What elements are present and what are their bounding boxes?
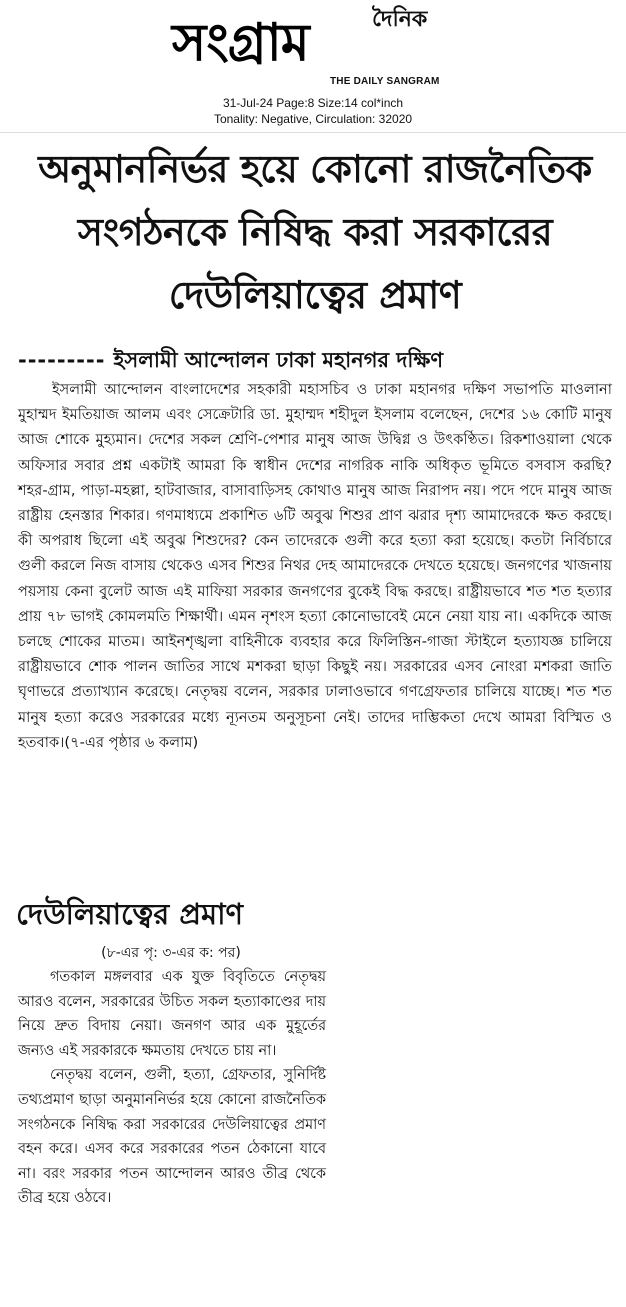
article-headline: অনুমাননির্ভর হয়ে কোনো রাজনৈতিক সংগঠনকে নিষিদ্ধ করা সরকারের দেউলিয়াত্বের প্রমাণ bbox=[38, 147, 592, 317]
continuation-body bbox=[18, 965, 326, 1211]
byline-dashes: --------- bbox=[18, 348, 106, 372]
article-paragraph: ইসলামী আন্দোলন বাংলাদেশের সহকারী মহাসচিব ও ঢাকা মহানগর দক্ষিণ সভাপতি মাওলানা মুহাম্মদ ইমতিয়াজ আলম এবং সেক্রেটারি ডা. মুহাম্মদ শহীদুল ইসলাম বলেছেন, দেশের ১৬ কোটি মানুষ আজ শোকে মুহ্যমান। দেশের সকল শ্রেণি-পেশার মানুষ আজ উদ্বিগ্ন ও উৎকণ্ঠিত। রিকশাওয়ালা থেকে অফিসার সবার প্রশ্ন একটাই আমরা কি স্বাধীন দেশের নাগরিক নাকি অধিকৃত ভূমিতে বসবাস করছি? শহর-গ্রাম, পাড়া-মহল্লা, হাটবাজার, বাসাবাড়িসহ কোথাও মানুষ আজ নিরাপদ নয়। পদে পদে মানুষ আজ রাষ্ট্রীয় হেনস্তার শিকার। গণমাধ্যমে প্রকাশিত ৬টি অবুঝ শিশুর প্রাণ ঝরার দৃশ্য আমাদেরকে ক্ষত করছে। কী অপরাধ ছিলো এই অবুঝ শিশুদের? কেন তাদেরকে গুলী করে হত্যা করা হয়েছে। কতটা নির্বিচারে গুলী করলে নিজ বাসায় থেকেও এসব শিশুর নিথর দেহ আমাদেরকে দেখতে হয়েছে। জনগণের খাজনায় পয়সায় কেনা বুলেট আজ এই মাফিয়া সরকার জনগণের বুকেই বিদ্ধ করছে। রাষ্ট্রীয়ভাবে শত শত হত্যার প্রায় ৭৮ ভাগই কোমলমতি শিক্ষার্থী। এমন নৃশংস হত্যা কোনোভাবেই মেনে নেয়া যায় না। একদিকে আজ চলছে শোকের মাতম। আইনশৃঙ্খলা বাহিনীকে ব্যবহার করে ফিলিস্তিন-গাজা স্টাইলে হত্যাযজ্ঞ চালিয়ে রাষ্ট্রীয়ভাবে শোক পালন জাতির সাথে মশকরা ছাড়া কিছুই নয়। সরকারের এসব নোংরা মশকরা জাতি ঘৃণাভরে প্রত্যাখ্যান করেছে। নেতৃদ্বয় বলেন, সরকার ঢালাওভাবে গণগ্রেফতার চালিয়ে যাচ্ছে। শত শত মানুষ হত্যা করেও সরকারের মধ্যে ন্যূনতম অনুসূচনা নেই। তাদের দাম্ভিকতা দেখে আমরা বিস্মিত ও হতবাক।(৭-এর পৃষ্ঠার ৬ কলাম) bbox=[18, 381, 612, 751]
article-body bbox=[18, 377, 612, 755]
masthead-divider bbox=[0, 132, 626, 133]
masthead-prefix: দৈনিক bbox=[372, 7, 428, 32]
byline-text: ইসলামী আন্দোলন ঢাকা মহানগর দক্ষিণ bbox=[113, 348, 444, 372]
clipping-meta-date-page: 31-Jul-24 Page:8 Size:14 col*inch bbox=[222, 96, 404, 110]
continuation-paragraph-1: গতকাল মঙ্গলবার এক যুক্ত বিবৃতিতে নেতৃদ্বয় আরও বলেন, সরকারের উচিত সকল হত্যাকাণ্ডের দায় নিয়ে দ্রুত বিদায় নেয়া। জনগণ আর এক মুহূর্তের জন্যও এই সরকারকে ক্ষমতায় দেখতে চায় না। bbox=[18, 969, 326, 1059]
clipping-meta-tonality: Tonality: Negative, Circulation: 32020 bbox=[213, 112, 413, 126]
continuation-headline: দেউলিয়াত্বের প্রমাণ bbox=[16, 897, 244, 931]
continued-from-note: (৮-এর পৃ: ৩-এর ক: পর) bbox=[101, 945, 241, 961]
masthead bbox=[0, 0, 626, 132]
article-byline bbox=[18, 344, 618, 379]
newspaper-logo: সংগ্রাম bbox=[172, 13, 309, 73]
continuation-paragraph-2: নেতৃদ্বয় বলেন, গুলী, হত্যা, গ্রেফতার, সুনির্দিষ্ট তথ্যপ্রমাণ ছাড়া অনুমাননির্ভর হয়ে কোনো রাজনৈতিক সংগঠনকে নিষিদ্ধ করা সরকারের দেউলিয়াত্বের প্রমাণ বহন করে। এসব করে সরকারের পতন ঠেকানো যাবে না। বরং সরকার পতন আন্দোলন আরও তীব্র থেকে তীব্র হয়ে ওঠবে। bbox=[18, 1067, 326, 1207]
newspaper-english-name: THE DAILY SANGRAM bbox=[330, 76, 440, 87]
